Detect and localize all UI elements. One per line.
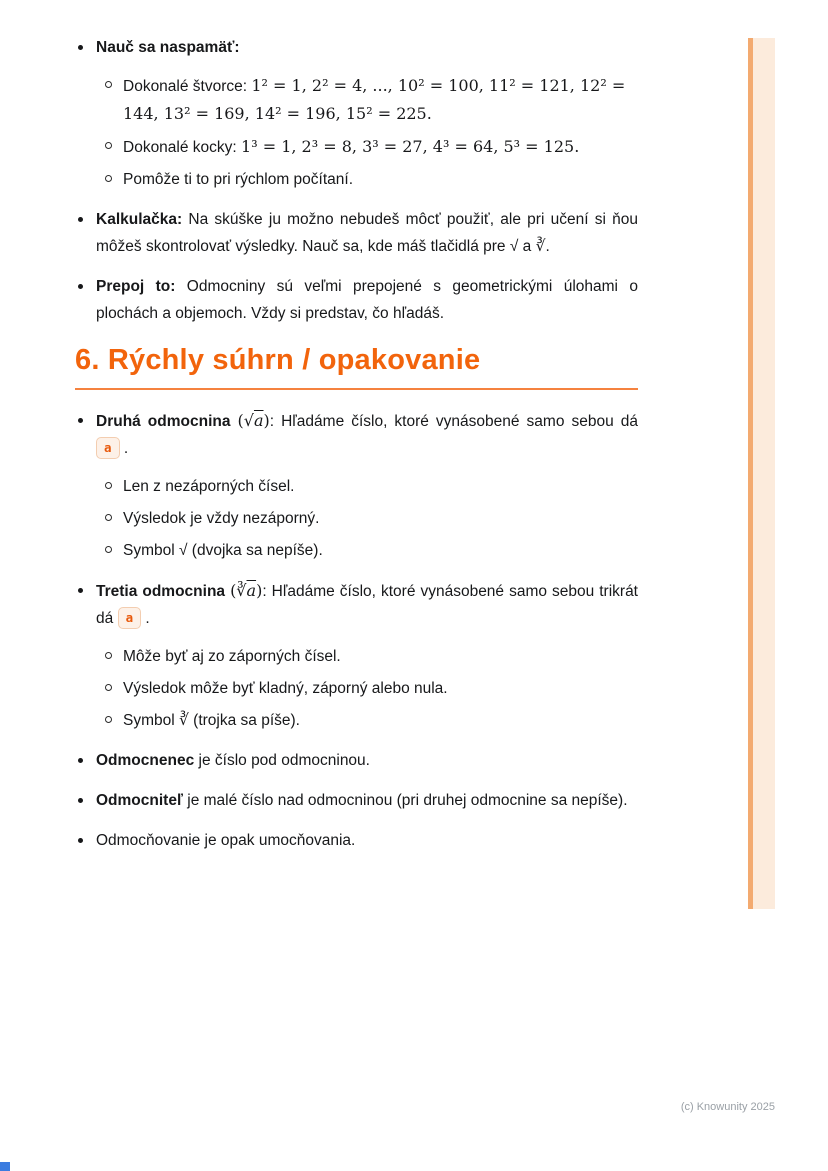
summary-list [75,407,638,854]
inline-code-badge-a: a [118,607,142,629]
section-divider [75,388,638,390]
list-item-calculator [75,206,638,260]
square-root-expression [238,411,270,430]
perfect-squares-lead: Dokonalé štvorce: [123,78,252,95]
list-item-memorize [75,34,638,193]
section-heading: 6. Rýchly súhrn / opakovanie [75,344,481,376]
sqrt-note-1-text: Len z nezáporných čísel. [123,478,295,495]
sqrt-radicand: a [253,411,264,430]
calculator-label: Kalkulačka: [96,211,183,228]
connect-text: Odmocniny sú veľmi prepojené s geometrickými úlohami o plochách a objemoch. Vždy si predstav, čo hľadáš. [96,278,638,322]
radicand-term-paragraph [96,747,638,774]
document-content [75,34,638,867]
cbrt-radicand: $\overline{a}$ [246,581,257,600]
memorize-label: Nauč sa naspamäť: [96,39,240,56]
perfect-squares-math: 1² = 1, 2² = 4, ..., 10² = 100, 11² = 121, 12² = 144, 13² = 169, 14² = 196, 15² = 225. [123,76,626,123]
perfect-cubes-lead: Dokonalé kocky: [123,139,242,156]
list-item-sqrt-note-2 [96,505,638,532]
connect-label: Prepoj to: [96,278,176,295]
sqrt-note-2-text: Výsledok je vždy nezáporný. [123,510,320,527]
cube-root-expression [230,581,262,600]
list-item-index-term [75,787,638,814]
cbrt-after-badge: . [145,610,150,627]
sqrt-colon: : [269,413,275,430]
cube-root-definition [96,577,638,632]
list-item-perfect-squares [96,72,638,128]
perfect-cubes-math: 1³ = 1, 2³ = 8, 3³ = 27, 4³ = 64, 5³ = 125. [241,137,580,156]
inverse-note-paragraph [96,827,638,854]
index-term-text: je malé číslo nad odmocninou (pri druhej odmocnine sa nepíše). [187,792,628,809]
cbrt-note-3-text: Symbol ∛ (trojka sa píše). [123,712,300,729]
list-item-radicand-term [75,747,638,774]
page-edge-strip-accent [748,38,753,909]
tips-list [75,34,638,327]
cube-root-text: Hľadáme číslo, ktoré vynásobené samo sebou trikrát dá [96,583,638,627]
inline-code-badge-a: a [96,437,120,459]
page-edge-strip [748,38,775,909]
square-root-label: Druhá odmocnina [96,413,231,430]
cbrt-note-2-text: Výsledok môže byť kladný, záporný alebo nula. [123,680,448,697]
sqrt-note-3-text: Symbol √ (dvojka sa nepíše). [123,542,323,559]
connect-paragraph [96,273,638,327]
memorize-heading [96,34,638,61]
index-term-paragraph [96,787,638,814]
calculator-text: Na skúške ju možno nebudeš môcť použiť, ale pri učení si ňou môžeš skontrolovať výsledky. Nauč sa, kde máš tlačidlá pre √ a ∛. [96,211,638,255]
list-item-cube-root [75,577,638,734]
list-item-cbrt-note-1 [96,643,638,670]
cbrt-colon: : [262,583,267,600]
index-term-label: Odmocniteľ [96,792,183,809]
list-item-cbrt-note-3 [96,707,638,734]
cube-root-sublist [96,643,638,734]
list-item-inverse-note [75,827,638,854]
calculator-paragraph [96,206,638,260]
radicand-term-text: je číslo pod odmocninou. [198,752,370,769]
footer-copyright: (c) Knowunity 2025 [680,1101,775,1113]
list-item-connect [75,273,638,327]
sqrt-after-badge: . [123,440,129,457]
list-item-square-root [75,407,638,564]
corner-blue-accent [0,1162,10,1171]
list-item-sqrt-note-3 [96,537,638,564]
cbrt-expr-close: ) [256,581,263,600]
list-item-fast-counting [96,166,638,193]
sqrt-expr-close: ) [263,411,270,430]
square-root-definition [96,407,638,462]
square-root-sublist [96,473,638,564]
fast-counting-text: Pomôže ti to pri rýchlom počítaní. [123,171,354,188]
list-item-cbrt-note-2 [96,675,638,702]
square-root-text: Hľadáme číslo, ktoré vynásobené samo sebou dá [281,413,638,430]
list-item-perfect-cubes [96,133,638,161]
cube-root-label: Tretia odmocnina [96,583,226,600]
inverse-note-text: Odmocňovanie je opak umocňovania. [96,832,356,849]
cbrt-note-1-text: Môže byť aj zo záporných čísel. [123,648,341,665]
sqrt-expr-open: (√ [237,411,254,430]
memorize-sublist [96,72,638,193]
radicand-term-label: Odmocnenec [96,752,195,769]
list-item-sqrt-note-1 [96,473,638,500]
cbrt-expr-open: (∛ [230,581,247,600]
